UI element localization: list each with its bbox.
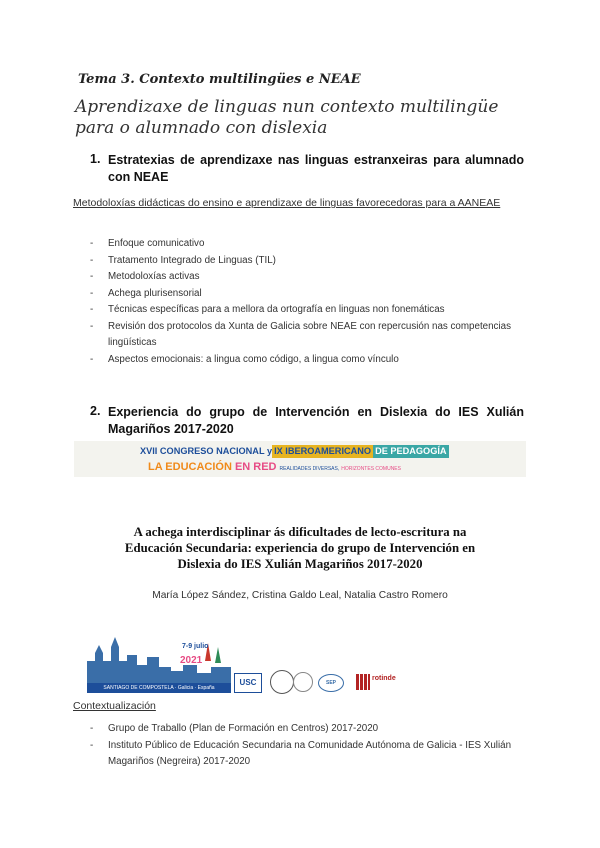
society-seal-icon: [293, 672, 313, 692]
banner-subtitle-row: [148, 461, 401, 476]
list-item: - Metodoloxías activas: [90, 271, 200, 282]
list-item: - Instituto Público de Educación Secundaria na Comunidade Autónoma de Galicia - IES Xulián Magariños (Negreira) 2017-2020: [90, 739, 512, 767]
paper-title: A achega interdisciplinar ás dificultades de lecto-escritura na Educación Secundaria: experiencia do grupo de Intervención en Dislexia do IES Xulián Magariños 2017-2020: [124, 525, 476, 571]
banner-small-1: REALIDADES DIVERSAS,: [279, 466, 340, 472]
congress-logo: [87, 631, 231, 693]
banner-part-1: XVII CONGRESO NACIONAL y: [140, 446, 273, 456]
congress-banner: [74, 441, 526, 477]
list-item: - Enfoque comunicativo: [90, 238, 205, 249]
list-item: - Grupo de Traballo (Plan de Formación en Centros) 2017-2020: [90, 723, 379, 734]
banner-title-row: [140, 445, 449, 458]
topic-heading: Tema 3. Contexto multilingües e NEAE: [78, 72, 361, 87]
list-item: - Técnicas específicas para a mellora da ortografía en linguas non fonemáticas: [90, 304, 445, 315]
banner-edu: LA EDUCACIÓN: [148, 461, 232, 473]
usc-logo: USC: [234, 673, 262, 693]
banner-part-2: IX IBEROAMERICANO: [274, 446, 372, 456]
rede-logo: [356, 672, 402, 692]
section-1-number: 1.: [90, 152, 101, 166]
cathedral-skyline-icon: [87, 631, 231, 683]
paper-authors: María López Sández, Cristina Galdo Leal, Natalia Castro Romero: [152, 590, 448, 601]
list-item: - Achega plurisensorial: [90, 287, 202, 299]
rede-grid-icon: [356, 674, 370, 690]
section-1-title: Estratexias de aprendizaxe nas linguas estranxeiras para alumnado con NEAE: [108, 153, 524, 184]
logo-place: SANTIAGO DE COMPOSTELA · Galicia · España: [87, 683, 231, 693]
list-item: - Tratamento Integrado de Linguas (TIL): [90, 254, 276, 266]
rede-logo-text: rotinde: [372, 675, 396, 682]
banner-small-2: HORIZONTES COMUNES: [341, 466, 401, 472]
banner-red: EN RED: [234, 461, 277, 473]
context-heading: Contextualización: [73, 700, 156, 712]
logo-date: 7-9 julio: [182, 643, 209, 650]
section-2-number: 2.: [90, 404, 101, 418]
methodologies-list: [90, 236, 530, 368]
banner-part-3: DE PEDAGOGÍA: [375, 446, 447, 456]
list-item: - Aspectos emocionais: a lingua como código, a lingua como vínculo: [90, 353, 399, 365]
methodologies-heading: Metodoloxías didácticas do ensino e aprendizaxe de linguas favorecedoras para a AANEAE: [73, 197, 501, 209]
pedagogy-society-logo: SEP: [318, 674, 344, 692]
document-subtitle: Aprendizaxe de linguas nun contexto multilingüe para o alumnado con dislexia: [75, 97, 499, 138]
university-seal-icon: [270, 670, 294, 694]
context-list: [90, 721, 530, 771]
list-item: - Revisión dos protocolos da Xunta de Galicia sobre NEAE con repercusión nas competencias lingüísticas: [90, 320, 511, 348]
section-2-title: Experiencia do grupo de Intervención en Dislexia do IES Xulián Magariños 2017-2020: [108, 405, 524, 436]
logo-year: 2021: [180, 655, 203, 666]
